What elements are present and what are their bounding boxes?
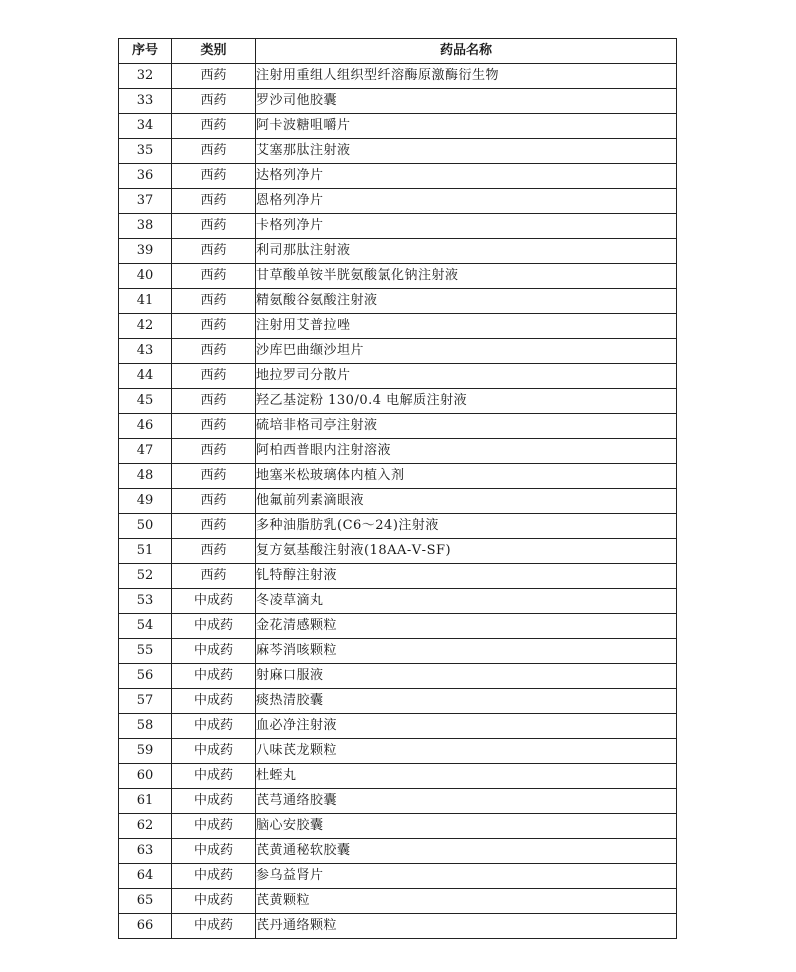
drug-name-cell: 注射用艾普拉唑: [256, 314, 677, 339]
category-cell: 西药: [172, 164, 256, 189]
table-row: [119, 489, 677, 514]
category-cell: 西药: [172, 439, 256, 464]
category-cell: 中成药: [172, 914, 256, 939]
table-row: [119, 439, 677, 464]
serial-number-cell: 60: [119, 764, 172, 789]
serial-number-cell: 53: [119, 589, 172, 614]
table-row: [119, 89, 677, 114]
category-cell: 西药: [172, 289, 256, 314]
table-row: [119, 814, 677, 839]
category-cell: 西药: [172, 189, 256, 214]
category-cell: 中成药: [172, 889, 256, 914]
drug-name-cell: 地拉罗司分散片: [256, 364, 677, 389]
category-cell: 中成药: [172, 764, 256, 789]
table-body: [119, 64, 677, 939]
category-cell: 中成药: [172, 589, 256, 614]
drug-name-cell: 金花清感颗粒: [256, 614, 677, 639]
header-drug-name: 药品名称: [256, 39, 677, 64]
table-row: [119, 839, 677, 864]
drug-name-cell: 复方氨基酸注射液(18AA-Ⅴ-SF): [256, 539, 677, 564]
drug-name-cell: 钆特醇注射液: [256, 564, 677, 589]
serial-number-cell: 41: [119, 289, 172, 314]
serial-number-cell: 59: [119, 739, 172, 764]
serial-number-cell: 35: [119, 139, 172, 164]
drug-name-cell: 艾塞那肽注射液: [256, 139, 677, 164]
drug-name-cell: 血必净注射液: [256, 714, 677, 739]
category-cell: 中成药: [172, 814, 256, 839]
table-row: [119, 164, 677, 189]
drug-name-cell: 芪黄颗粒: [256, 889, 677, 914]
serial-number-cell: 42: [119, 314, 172, 339]
table-row: [119, 264, 677, 289]
serial-number-cell: 52: [119, 564, 172, 589]
drug-name-cell: 硫培非格司亭注射液: [256, 414, 677, 439]
serial-number-cell: 44: [119, 364, 172, 389]
table-row: [119, 889, 677, 914]
category-cell: 西药: [172, 64, 256, 89]
drug-name-cell: 地塞米松玻璃体内植入剂: [256, 464, 677, 489]
serial-number-cell: 58: [119, 714, 172, 739]
serial-number-cell: 37: [119, 189, 172, 214]
drug-name-cell: 罗沙司他胶囊: [256, 89, 677, 114]
drug-name-cell: 射麻口服液: [256, 664, 677, 689]
serial-number-cell: 63: [119, 839, 172, 864]
table-row: [119, 514, 677, 539]
drug-name-cell: 八味芪龙颗粒: [256, 739, 677, 764]
table-row: [119, 389, 677, 414]
table-row: [119, 464, 677, 489]
category-cell: 西药: [172, 414, 256, 439]
category-cell: 西药: [172, 514, 256, 539]
category-cell: 西药: [172, 364, 256, 389]
serial-number-cell: 36: [119, 164, 172, 189]
serial-number-cell: 33: [119, 89, 172, 114]
category-cell: 西药: [172, 314, 256, 339]
table-row: [119, 764, 677, 789]
table-row: [119, 589, 677, 614]
table-row: [119, 139, 677, 164]
drug-name-cell: 注射用重组人组织型纤溶酶原激酶衍生物: [256, 64, 677, 89]
drug-name-cell: 芪芎通络胶囊: [256, 789, 677, 814]
category-cell: 中成药: [172, 839, 256, 864]
serial-number-cell: 54: [119, 614, 172, 639]
table-row: [119, 314, 677, 339]
category-cell: 西药: [172, 489, 256, 514]
category-cell: 西药: [172, 264, 256, 289]
drug-name-cell: 甘草酸单铵半胱氨酸氯化钠注射液: [256, 264, 677, 289]
category-cell: 西药: [172, 239, 256, 264]
serial-number-cell: 40: [119, 264, 172, 289]
header-category: 类别: [172, 39, 256, 64]
drug-name-cell: 多种油脂肪乳(C6～24)注射液: [256, 514, 677, 539]
table-row: [119, 914, 677, 939]
serial-number-cell: 62: [119, 814, 172, 839]
serial-number-cell: 57: [119, 689, 172, 714]
serial-number-cell: 64: [119, 864, 172, 889]
table-row: [119, 639, 677, 664]
table-row: [119, 664, 677, 689]
table-row: [119, 689, 677, 714]
table-row: [119, 714, 677, 739]
table-row: [119, 364, 677, 389]
category-cell: 西药: [172, 214, 256, 239]
serial-number-cell: 45: [119, 389, 172, 414]
category-cell: 西药: [172, 539, 256, 564]
drug-name-cell: 芪黄通秘软胶囊: [256, 839, 677, 864]
table-row: [119, 789, 677, 814]
category-cell: 西药: [172, 464, 256, 489]
drug-list-page: [118, 38, 677, 939]
category-cell: 西药: [172, 564, 256, 589]
table-row: [119, 214, 677, 239]
table-row: [119, 189, 677, 214]
serial-number-cell: 43: [119, 339, 172, 364]
serial-number-cell: 48: [119, 464, 172, 489]
serial-number-cell: 51: [119, 539, 172, 564]
drug-name-cell: 阿卡波糖咀嚼片: [256, 114, 677, 139]
category-cell: 中成药: [172, 614, 256, 639]
serial-number-cell: 61: [119, 789, 172, 814]
drug-name-cell: 麻芩消咳颗粒: [256, 639, 677, 664]
table-header-row: [119, 39, 677, 64]
serial-number-cell: 50: [119, 514, 172, 539]
category-cell: 中成药: [172, 789, 256, 814]
drug-name-cell: 沙库巴曲缬沙坦片: [256, 339, 677, 364]
drug-name-cell: 卡格列净片: [256, 214, 677, 239]
serial-number-cell: 38: [119, 214, 172, 239]
category-cell: 中成药: [172, 664, 256, 689]
table-row: [119, 539, 677, 564]
table-row: [119, 64, 677, 89]
table-row: [119, 239, 677, 264]
category-cell: 中成药: [172, 864, 256, 889]
table-row: [119, 564, 677, 589]
category-cell: 中成药: [172, 739, 256, 764]
drug-name-cell: 杜蛭丸: [256, 764, 677, 789]
serial-number-cell: 65: [119, 889, 172, 914]
category-cell: 西药: [172, 389, 256, 414]
category-cell: 西药: [172, 114, 256, 139]
table-row: [119, 614, 677, 639]
drug-name-cell: 他氟前列素滴眼液: [256, 489, 677, 514]
table-row: [119, 864, 677, 889]
serial-number-cell: 39: [119, 239, 172, 264]
drug-name-cell: 精氨酸谷氨酸注射液: [256, 289, 677, 314]
table-row: [119, 414, 677, 439]
drug-name-cell: 达格列净片: [256, 164, 677, 189]
drug-name-cell: 冬凌草滴丸: [256, 589, 677, 614]
table-row: [119, 289, 677, 314]
serial-number-cell: 32: [119, 64, 172, 89]
serial-number-cell: 49: [119, 489, 172, 514]
drug-name-cell: 羟乙基淀粉 130/0.4 电解质注射液: [256, 389, 677, 414]
drug-name-cell: 参乌益肾片: [256, 864, 677, 889]
serial-number-cell: 47: [119, 439, 172, 464]
serial-number-cell: 56: [119, 664, 172, 689]
serial-number-cell: 46: [119, 414, 172, 439]
category-cell: 中成药: [172, 714, 256, 739]
table-row: [119, 114, 677, 139]
category-cell: 西药: [172, 339, 256, 364]
serial-number-cell: 66: [119, 914, 172, 939]
drug-name-cell: 痰热清胶囊: [256, 689, 677, 714]
table-row: [119, 339, 677, 364]
drug-name-cell: 恩格列净片: [256, 189, 677, 214]
category-cell: 中成药: [172, 689, 256, 714]
drug-name-cell: 利司那肽注射液: [256, 239, 677, 264]
header-serial-number: 序号: [119, 39, 172, 64]
category-cell: 西药: [172, 139, 256, 164]
drug-table: [118, 38, 677, 939]
serial-number-cell: 34: [119, 114, 172, 139]
drug-name-cell: 阿柏西普眼内注射溶液: [256, 439, 677, 464]
category-cell: 西药: [172, 89, 256, 114]
drug-name-cell: 芪丹通络颗粒: [256, 914, 677, 939]
serial-number-cell: 55: [119, 639, 172, 664]
category-cell: 中成药: [172, 639, 256, 664]
drug-name-cell: 脑心安胶囊: [256, 814, 677, 839]
table-row: [119, 739, 677, 764]
